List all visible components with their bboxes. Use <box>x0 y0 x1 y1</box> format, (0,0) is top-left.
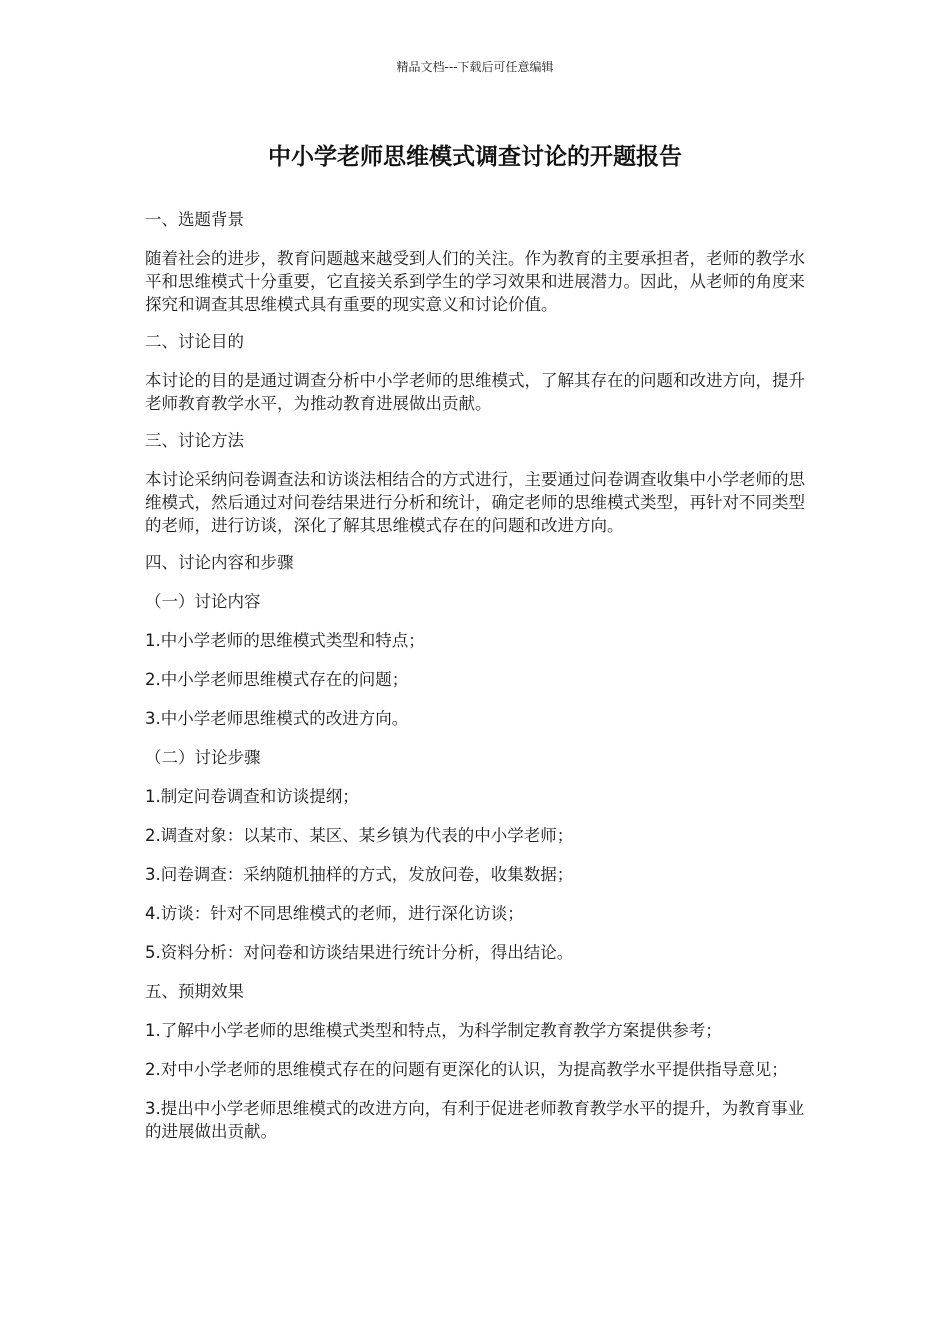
section-heading-content-steps: 四、讨论内容和步骤 <box>145 553 294 572</box>
list-item: 1.中小学老师的思维模式类型和特点； <box>145 631 425 650</box>
section-heading-purpose: 二、讨论目的 <box>145 332 244 351</box>
section-heading-method: 三、讨论方法 <box>145 431 244 450</box>
list-item: 5.资料分析：对问卷和访谈结果进行统计分析，得出结论。 <box>145 943 574 962</box>
subheading-content: （一）讨论内容 <box>145 592 261 611</box>
list-item: 2.对中小学老师的思维模式存在的问题有更深化的认识，为提高教学水平提供指导意见； <box>145 1060 788 1079</box>
list-item: 2.中小学老师思维模式存在的问题； <box>145 670 409 689</box>
header-note: 精品文档---下载后可任意编辑 <box>396 60 554 74</box>
list-item: 3.问卷调查：采纳随机抽样的方式，发放问卷，收集数据； <box>145 865 574 884</box>
list-item: 2.调查对象：以某市、某区、某乡镇为代表的中小学老师； <box>145 826 574 845</box>
subheading-steps: （二）讨论步骤 <box>145 748 261 767</box>
list-item: 4.访谈：针对不同思维模式的老师，进行深化访谈； <box>145 904 524 923</box>
paragraph-background: 随着社会的进步，教育问题越来越受到人们的关注。作为教育的主要承担者，老师的教学水平和思维模式十分重要，它直接关系到学生的学习效果和进展潜力。因此，从老师的角度来探究和调查其思维模式具有重要的现实意义和讨论价值。 <box>145 249 805 314</box>
section-heading-background: 一、选题背景 <box>145 210 244 229</box>
list-item: 3.中小学老师思维模式的改进方向。 <box>145 709 409 728</box>
list-item: 1.了解中小学老师的思维模式类型和特点，为科学制定教育教学方案提供参考； <box>145 1021 722 1040</box>
list-item: 1.制定问卷调查和访谈提纲； <box>145 787 359 806</box>
paragraph-purpose: 本讨论的目的是通过调查分析中小学老师的思维模式，了解其存在的问题和改进方向，提升老师教育教学水平，为推动教育进展做出贡献。 <box>145 371 805 413</box>
paragraph-method: 本讨论采纳问卷调查法和访谈法相结合的方式进行，主要通过问卷调查收集中小学老师的思维模式，然后通过对问卷结果进行分析和统计，确定老师的思维模式类型，再针对不同类型的老师，进行访谈，深化了解其思维模式存在的问题和改进方向。 <box>145 470 805 535</box>
list-item: 3.提出中小学老师思维模式的改进方向，有利于促进老师教育教学水平的提升，为教育事业的进展做出贡献。 <box>145 1099 805 1141</box>
section-heading-expected-results: 五、预期效果 <box>145 982 244 1001</box>
document-title: 中小学老师思维模式调查讨论的开题报告 <box>268 144 682 170</box>
document-body <box>145 208 805 1159</box>
